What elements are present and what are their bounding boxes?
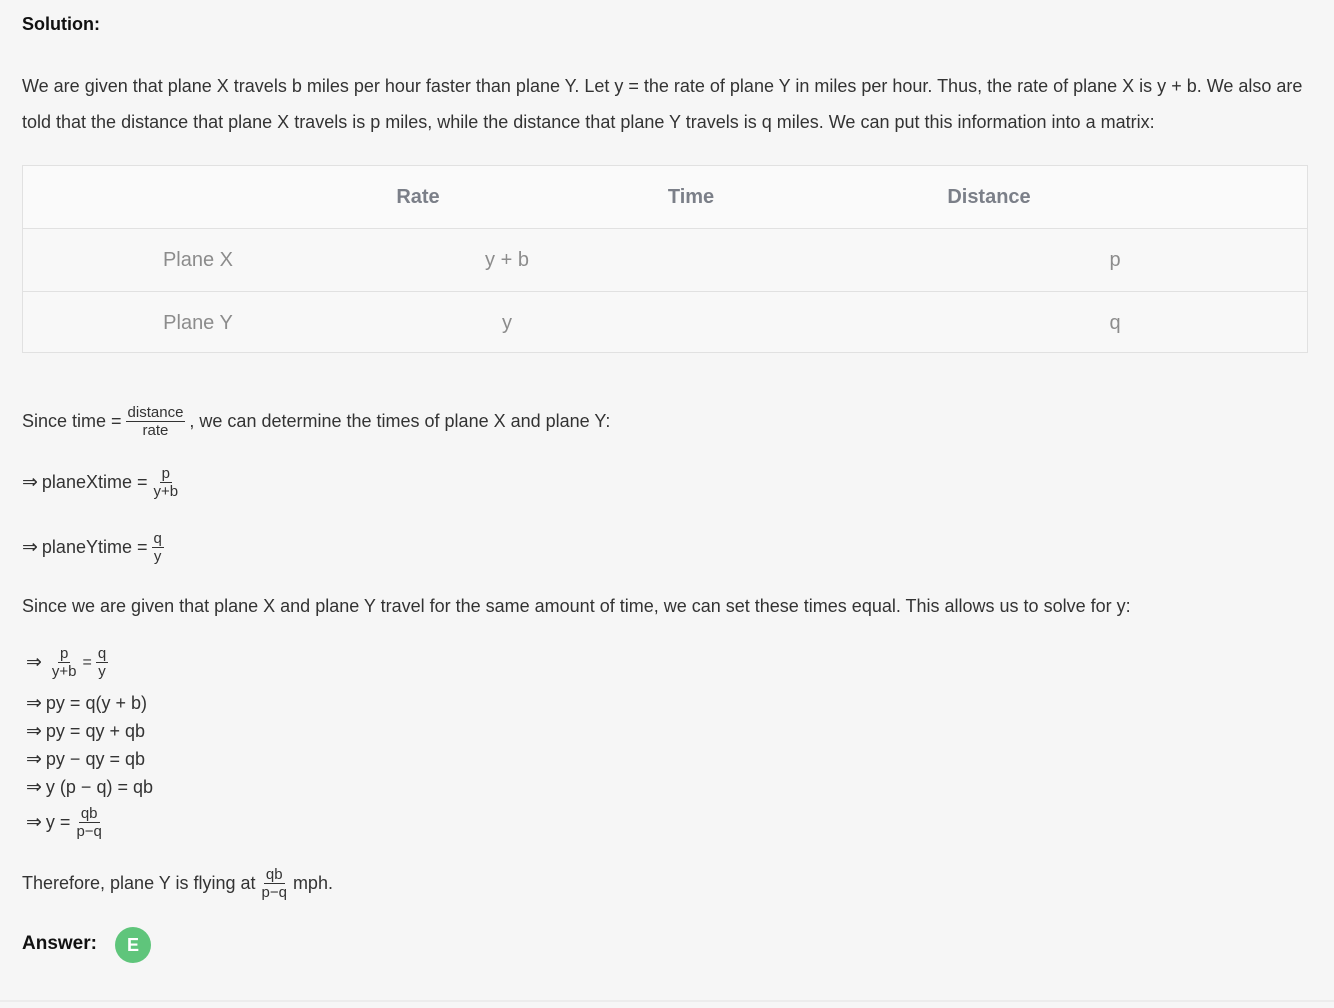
step-text: py = qy + qb xyxy=(45,721,145,741)
therefore-line xyxy=(22,866,333,901)
fraction-numerator: p xyxy=(161,465,170,482)
row-label: Plane Y xyxy=(163,312,233,334)
bottom-divider xyxy=(0,1000,1334,1002)
table-header-row xyxy=(23,166,1307,229)
set-equal-paragraph: Since we are given that plane X and plane Y travel for the same amount of time, we can set these times equal. This allows us to solve for y: xyxy=(22,596,1131,616)
implies-arrow-icon: ⇒ xyxy=(22,537,38,558)
answer-label: Answer: xyxy=(22,933,97,954)
row-rate: y xyxy=(502,312,512,334)
step-text: py = q(y + b) xyxy=(45,693,147,713)
therefore-prefix: Therefore, plane Y is flying at xyxy=(22,873,256,893)
implies-arrow-icon: ⇒ xyxy=(26,652,42,673)
fraction-numerator: q xyxy=(97,645,107,662)
fraction-numerator: qb xyxy=(80,805,98,822)
implies-arrow-icon: ⇒ xyxy=(26,749,42,770)
fraction-denominator: rate xyxy=(142,422,169,439)
fraction-numerator: qb xyxy=(265,866,283,883)
therefore-suffix: mph. xyxy=(292,873,333,893)
since-time-suffix: , we can determine the times of plane X and plane Y: xyxy=(189,411,611,431)
fraction-denominator: p−q xyxy=(261,884,287,901)
step-label: y = xyxy=(45,812,71,832)
step-4 xyxy=(26,776,153,799)
table-row xyxy=(23,292,1307,355)
implies-arrow-icon: ⇒ xyxy=(26,812,42,833)
fraction-denominator: p−q xyxy=(76,823,102,840)
since-time-line xyxy=(22,404,610,439)
fraction-denominator: y+b xyxy=(153,483,179,500)
step-2 xyxy=(26,720,145,743)
rate-time-distance-table xyxy=(22,165,1308,353)
implies-arrow-icon: ⇒ xyxy=(26,777,42,798)
plane-y-time-fraction xyxy=(152,530,164,565)
equals-sign: = xyxy=(82,653,92,671)
left-fraction xyxy=(50,645,79,680)
step-text: py − qy = qb xyxy=(45,749,145,769)
distance-over-rate-fraction xyxy=(126,404,186,439)
y-solution-fraction xyxy=(74,805,103,840)
right-fraction xyxy=(96,645,108,680)
step-text: y (p − q) = qb xyxy=(45,777,153,797)
step-5 xyxy=(26,805,108,840)
step-equation xyxy=(26,645,112,680)
row-label: Plane X xyxy=(162,249,234,271)
plane-y-time-line xyxy=(22,530,168,565)
header-distance: Distance xyxy=(947,186,1031,208)
row-distance: q xyxy=(1109,312,1121,334)
implies-arrow-icon: ⇒ xyxy=(22,472,38,493)
plane-x-time-line xyxy=(22,465,184,500)
implies-arrow-icon: ⇒ xyxy=(26,721,42,742)
since-time-prefix: Since time = xyxy=(22,411,122,431)
row-distance: p xyxy=(1109,249,1121,271)
fraction-denominator: y+b xyxy=(51,663,77,680)
header-rate: Rate xyxy=(396,186,440,208)
fraction-denominator: y xyxy=(98,663,106,680)
fraction-numerator: q xyxy=(153,530,162,547)
fraction-denominator: y xyxy=(153,548,162,565)
fraction-numerator: p xyxy=(60,645,69,662)
intro-paragraph: We are given that plane X travels b miles per hour faster than plane Y. Let y = the rate of plane Y in miles per hour. Thus, the rate of plane X is y + b. We also are told that the distance that plane X travels is p miles, while the distance that plane Y travels is q miles. We can put this information into a matrix: xyxy=(22,76,1303,132)
plane-x-time-fraction xyxy=(152,465,181,500)
solution-heading: Solution: xyxy=(22,14,100,34)
step-3 xyxy=(26,748,145,771)
therefore-fraction xyxy=(259,866,288,901)
table-row xyxy=(23,229,1307,292)
step-1 xyxy=(26,692,147,715)
fraction-numerator: distance xyxy=(127,404,184,421)
plane-x-time-label: planeXtime = xyxy=(41,472,148,492)
row-rate: y + b xyxy=(485,249,529,271)
implies-arrow-icon: ⇒ xyxy=(26,693,42,714)
header-time: Time xyxy=(667,186,715,208)
answer-choice-badge: E xyxy=(115,927,151,963)
plane-y-time-label: planeYtime = xyxy=(41,537,148,557)
